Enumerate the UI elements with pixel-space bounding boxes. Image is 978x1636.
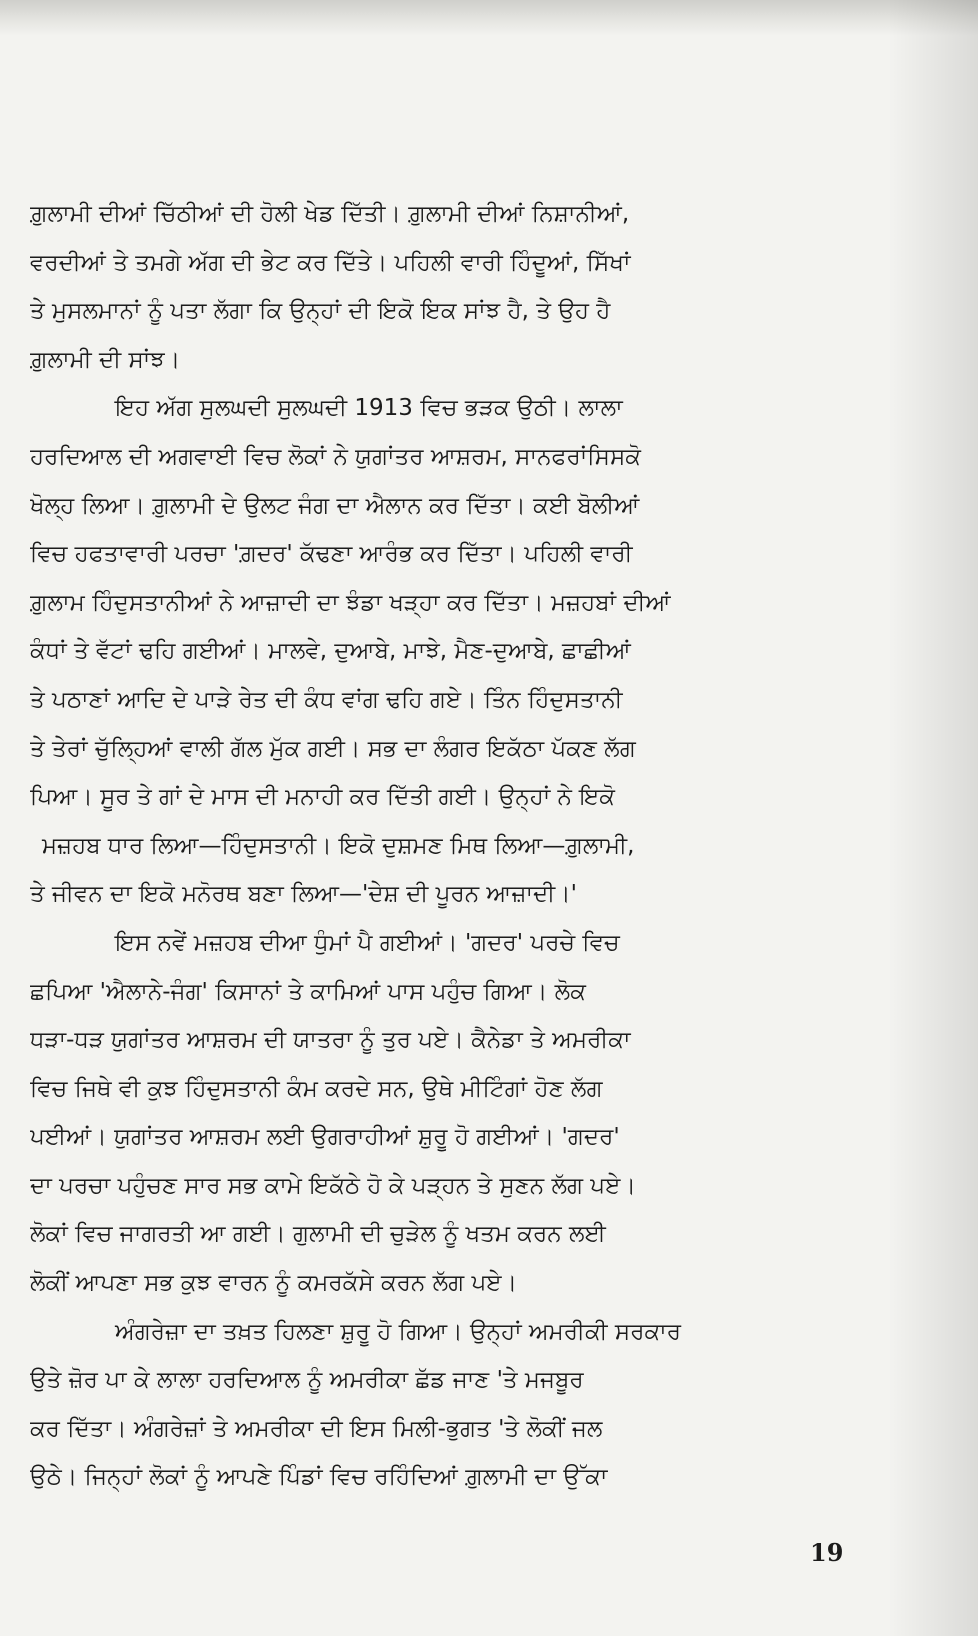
text-line: ਵਿਚ ਹਫਤਾਵਾਰੀ ਪਰਚਾ 'ਗ਼ਦਰ' ਕੱਢਣਾ ਆਰੰਭ ਕਰ ਦਿੱਤਾ। ਪਹਿਲੀ ਵਾਰੀ xyxy=(30,541,633,568)
text-line: ਗ਼ੁਲਾਮੀ ਦੀ ਸਾਂਝ। xyxy=(30,346,181,373)
text-line: ਕਰ ਦਿੱਤਾ। ਅੰਗਰੇਜ਼ਾਂ ਤੇ ਅਮਰੀਕਾ ਦੀ ਇਸ ਮਿਲੀ-ਭੁਗਤ 'ਤੇ ਲੋਕੀਂ ਜਲ xyxy=(30,1415,603,1442)
text-line: ਵਿਚ ਜਿਥੇ ਵੀ ਕੁਝ ਹਿੰਦੁਸਤਾਨੀ ਕੰਮ ਕਰਦੇ ਸਨ, ਉਥੇ ਮੀਟਿੰਗਾਂ ਹੋਣ ਲੱਗ xyxy=(30,1075,603,1102)
paragraph-start-line: ਇਹ ਅੱਗ ਸੁਲਘਦੀ ਸੁਲਘਦੀ 1913 ਵਿਚ ਭੜਕ ਉਠੀ। ਲਾਲਾ xyxy=(115,395,623,422)
page-shadow xyxy=(888,0,978,1636)
text-line: ਤੇ ਜੀਵਨ ਦਾ ਇਕੋ ਮਨੋਰਥ ਬਣਾ ਲਿਆ—'ਦੇਸ਼ ਦੀ ਪੂਰਨ ਆਜ਼ਾਦੀ।' xyxy=(30,881,578,908)
text-line: ਕੰਧਾਂ ਤੇ ਵੱਟਾਂ ਢਹਿ ਗਈਆਂ। ਮਾਲਵੇ, ਦੁਆਬੇ, ਮਾਝੇ, ਮੈਣ-ਦੁਆਬੇ, ਛਾਛੀਆਂ xyxy=(30,638,631,665)
paragraph-start-line: ਅੰਗਰੇਜ਼ਾ ਦਾ ਤਖ਼ਤ ਹਿਲਣਾ ਸ਼ੁਰੂ ਹੋ ਗਿਆ। ਉਨ੍ਹਾਂ ਅਮਰੀਕੀ ਸਰਕਾਰ xyxy=(115,1318,682,1345)
text-line: ਗ਼ੁਲਾਮੀ ਦੀਆਂ ਚਿੱਠੀਆਂ ਦੀ ਹੋਲੀ ਖੇਡ ਦਿੱਤੀ। ਗ਼ੁਲਾਮੀ ਦੀਆਂ ਨਿਸ਼ਾਨੀਆਂ, xyxy=(30,201,630,227)
text-line: ਉਤੇ ਜ਼ੋਰ ਪਾ ਕੇ ਲਾਲਾ ਹਰਦਿਆਲ ਨੂੰ ਅਮਰੀਕਾ ਛੱਡ ਜਾਣ 'ਤੇ ਮਜਬੂਰ xyxy=(30,1367,584,1394)
page-top-edge xyxy=(0,0,978,36)
text-line: ਹਰਦਿਆਲ ਦੀ ਅਗਵਾਈ ਵਿਚ ਲੋਕਾਂ ਨੇ ਯੁਗਾਂਤਰ ਆਸ਼ਰਮ, ਸਾਨਫਰਾਂਸਿਸਕੋ xyxy=(30,443,641,470)
paragraph-start-line: ਇਸ ਨਵੇਂ ਮਜ਼ਹਬ ਦੀਆ ਧੁੰਮਾਂ ਪੈ ਗਈਆਂ। 'ਗਦਰ' ਪਰਚੇ ਵਿਚ xyxy=(115,929,620,956)
text-line: ਖੋਲ੍ਹ ਲਿਆ। ਗ਼ੁਲਾਮੀ ਦੇ ਉਲਟ ਜੰਗ ਦਾ ਐਲਾਨ ਕਰ ਦਿੱਤਾ। ਕਈ ਬੋਲੀਆਂ xyxy=(30,492,640,519)
text-line: ਪਈਆਂ। ਯੁਗਾਂਤਰ ਆਸ਼ਰਮ ਲਈ ਉਗਰਾਹੀਆਂ ਸ਼ੁਰੂ ਹੋ ਗਈਆਂ। 'ਗਦਰ' xyxy=(30,1124,620,1151)
text-line: ਧੜਾ-ਧੜ ਯੁਗਾਂਤਰ ਆਸ਼ਰਮ ਦੀ ਯਾਤਰਾ ਨੂੰ ਤੁਰ ਪਏ। ਕੈਨੇਡਾ ਤੇ ਅਮਰੀਕਾ xyxy=(30,1027,631,1054)
text-line: ਤੇ ਤੇਰਾਂ ਚੁੱਲ੍ਹਿਆਂ ਵਾਲੀ ਗੱਲ ਮੁੱਕ ਗਈ। ਸਭ ਦਾ ਲੰਗਰ ਇਕੱਠਾ ਪੱਕਣ ਲੱਗ xyxy=(30,735,636,762)
text-line: ਗ਼ੁਲਾਮ ਹਿੰਦੁਸਤਾਨੀਆਂ ਨੇ ਆਜ਼ਾਦੀ ਦਾ ਝੰਡਾ ਖੜ੍ਹਾ ਕਰ ਦਿੱਤਾ। ਮਜ਼ਹਬਾਂ ਦੀਆਂ xyxy=(30,589,671,616)
text-line: ਵਰਦੀਆਂ ਤੇ ਤਮਗੇ ਅੱਗ ਦੀ ਭੇਟ ਕਰ ਦਿੱਤੇ। ਪਹਿਲੀ ਵਾਰੀ ਹਿੰਦੂਆਂ, ਸਿੱਖਾਂ xyxy=(30,249,631,276)
text-line: ਲੋਕਾਂ ਵਿਚ ਜਾਗਰਤੀ ਆ ਗਈ। ਗੁਲਾਮੀ ਦੀ ਚੁੜੇਲ ਨੂੰ ਖਤਮ ਕਰਨ ਲਈ xyxy=(30,1221,606,1248)
text-line: ਮਜ਼ਹਬ ਧਾਰ ਲਿਆ—ਹਿੰਦੁਸਤਾਨੀ। ਇਕੋ ਦੁਸ਼ਮਣ ਮਿਥ ਲਿਆ—ਗ਼ੁਲਾਮੀ, xyxy=(42,832,635,859)
text-line: ਪਿਆ। ਸੂਰ ਤੇ ਗਾਂ ਦੇ ਮਾਸ ਦੀ ਮਨਾਹੀ ਕਰ ਦਿੱਤੀ ਗਈ। ਉਨ੍ਹਾਂ ਨੇ ਇਕੋ xyxy=(30,784,615,811)
page-number: 19 xyxy=(810,1538,844,1567)
text-line: ਦਾ ਪਰਚਾ ਪਹੁੰਚਣ ਸਾਰ ਸਭ ਕਾਮੇ ਇਕੱਠੇ ਹੋ ਕੇ ਪੜ੍ਹਨ ਤੇ ਸੁਣਨ ਲੱਗ ਪਏ। xyxy=(30,1172,636,1199)
text-line: ਤੇ ਪਠਾਣਾਂ ਆਦਿ ਦੇ ਪਾੜੇ ਰੇਤ ਦੀ ਕੰਧ ਵਾਂਗ ਢਹਿ ਗਏ। ਤਿੰਨ ਹਿੰਦੁਸਤਾਨੀ xyxy=(30,686,623,713)
body-text xyxy=(30,190,840,1502)
text-line: ਉਠੇ। ਜਿਨ੍ਹਾਂ ਲੋਕਾਂ ਨੂੰ ਆਪਣੇ ਪਿੰਡਾਂ ਵਿਚ ਰਹਿੰਦਿਆਂ ਗ਼ੁਲਾਮੀ ਦਾ ਉੱਕਾ xyxy=(30,1464,608,1491)
text-line: ਛਪਿਆ 'ਐਲਾਨੇ-ਜੰਗ' ਕਿਸਾਨਾਂ ਤੇ ਕਾਮਿਆਂ ਪਾਸ ਪਹੁੰਚ ਗਿਆ। ਲੋਕ xyxy=(30,978,586,1005)
text-line: ਤੇ ਮੁਸਲਮਾਨਾਂ ਨੂੰ ਪਤਾ ਲੱਗਾ ਕਿ ਉਨ੍ਹਾਂ ਦੀ ਇਕੋ ਇਕ ਸਾਂਝ ਹੈ, ਤੇ ਉਹ ਹੈ xyxy=(30,298,611,325)
text-line: ਲੋਕੀਂ ਆਪਣਾ ਸਭ ਕੁਝ ਵਾਰਨ ਨੂੰ ਕਮਰਕੱਸੇ ਕਰਨ ਲੱਗ ਪਏ। xyxy=(30,1270,518,1297)
